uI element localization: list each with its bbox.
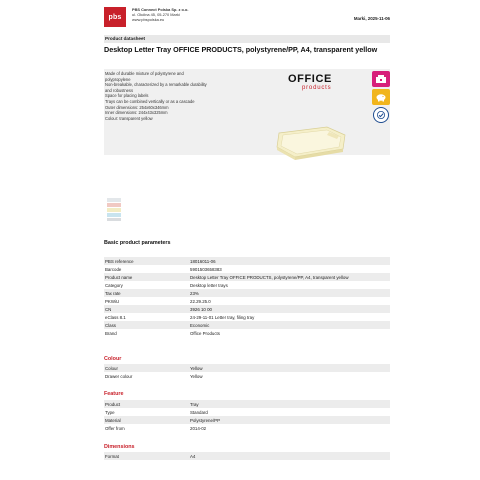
table-row [104,257,390,265]
param-key: CN [104,305,189,313]
description-line: Colour: transparent yellow [105,115,153,121]
section-title-colour: Colour [104,356,122,362]
description-line: Outer dimensions: 254x60x346mm [105,104,169,110]
param-key: Type [105,409,115,415]
piggy-bank-icon [372,89,390,105]
section-title-feature: Feature [104,391,124,397]
company-website: www.pbspolska.eu [132,17,165,22]
table-row [104,364,390,372]
table-row [104,265,390,273]
table-row [104,281,390,289]
param-value: Yellow [189,364,390,372]
param-key: Offer from [105,425,125,431]
param-value: 5901503658383 [190,266,222,272]
param-key: Brand [105,330,117,336]
pbs-logo: pbs [104,7,126,27]
param-key: Tax rate [104,289,189,297]
param-key: Class [104,321,189,329]
office-icon [372,71,390,87]
param-key: Drawer colour [105,373,133,379]
table-row [104,305,390,313]
company-name: PBS Connect Polska Sp. z o.o. [132,7,189,12]
param-value: 3926 10 00 [189,305,390,313]
param-value: Desktop letter trays [190,282,228,288]
param-key: eClass 8.1 [105,314,126,320]
param-value: Office Products [190,330,220,336]
param-value: 24-29-11-01 Letter tray, filing tray [190,314,255,320]
brand-logo-line2: products [302,85,332,91]
param-key: Barcode [105,266,122,272]
param-key: Product [104,400,189,408]
param-value: Polystyrene/PP [189,416,390,424]
param-value: Economic [189,321,390,329]
param-value: A4 [189,452,390,460]
table-row [104,416,390,424]
param-key: Material [104,416,189,424]
description-line: Inner dimensions: 244x43x325mm [105,110,168,116]
section-title-basic: Basic product parameters [104,240,171,246]
param-value: 23% [189,289,390,297]
table-row [104,408,390,416]
param-value: 22.29.25.0 [190,298,211,304]
param-value: Yellow [190,373,203,379]
table-row [104,297,390,305]
product-image-tray [273,123,349,161]
param-key: Format [104,452,189,460]
office-products-logo [288,74,350,91]
product-description [105,71,210,121]
feature-table [104,400,390,432]
description-line: Space for placing labels [105,93,149,99]
table-row [104,273,390,281]
table-row [104,289,390,297]
param-key: PBS reference [104,257,189,265]
company-info [132,7,188,22]
brand-logo-line1: OFFICE [288,73,332,85]
document-date: Marki, 2025-11-06 [353,16,390,21]
table-row [104,313,390,321]
param-key: Colour [104,364,189,372]
datasheet-bar: Product datasheet [104,35,390,43]
feature-badges [372,71,390,125]
dimensions-table [104,452,390,460]
colour-table [104,364,390,380]
basic-parameters-table [104,257,390,337]
param-value: Standard [190,409,208,415]
check-quality-icon [373,107,389,123]
param-value: Desktop Letter Tray OFFICE PRODUCTS, polystyrene/PP, A4, transparent yellow [189,273,390,281]
company-address: ul. Okólna 45, 05-270 Marki [132,12,180,17]
document-header [104,7,390,31]
table-row [104,424,390,432]
param-value: 18016011-06 [189,257,390,265]
param-key: PKWiU [105,298,120,304]
table-row [104,329,390,337]
product-thumbnail [106,196,122,222]
product-title: Desktop Letter Tray OFFICE PRODUCTS, polystyrene/PP, A4, transparent yellow [104,45,378,54]
param-key: Category [105,282,123,288]
description-line: Made of durable mixture of polystyrene and polypropylene [105,71,184,82]
table-row [104,400,390,408]
table-row [104,372,390,380]
param-value: 2014-02 [190,425,207,431]
description-line: Trays can be combined vertically or as a cascade [105,98,195,104]
section-title-dimensions: Dimensions [104,444,135,450]
description-line: Non-breakable, characterized by a remarkable durability and robustness [105,82,207,93]
table-row [104,321,390,329]
param-value: Tray [189,400,390,408]
param-key: Product name [104,273,189,281]
table-row [104,452,390,460]
